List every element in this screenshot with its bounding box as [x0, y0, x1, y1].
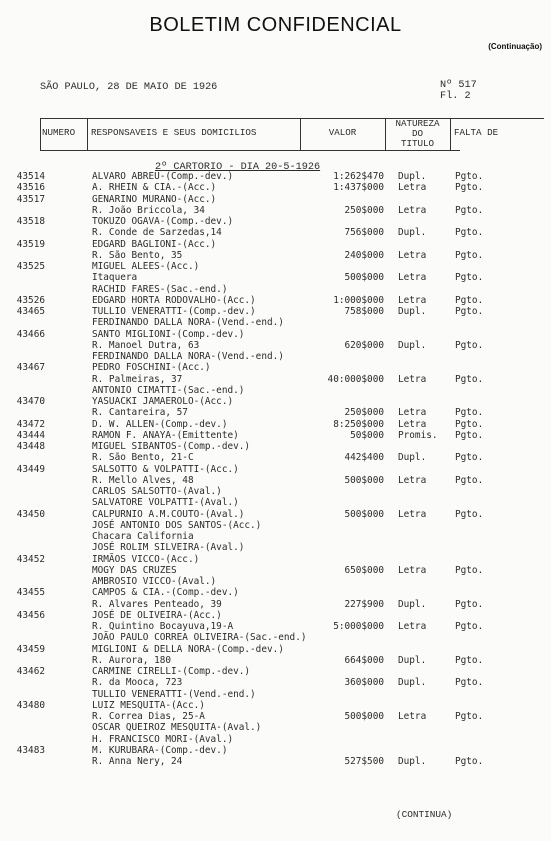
- record-value: 50$000: [350, 429, 384, 441]
- record-title-type: Letra: [398, 182, 427, 194]
- table-row: [0, 521, 551, 531]
- table-row: [0, 735, 551, 745]
- table-row: [0, 701, 551, 711]
- record-value: 500$000: [344, 508, 384, 520]
- record-name: R. Cantareira, 57: [92, 407, 188, 419]
- record-value: 500$000: [344, 474, 384, 486]
- record-number: 43456: [16, 609, 45, 621]
- record-reason: Pgto.: [455, 621, 484, 632]
- record-reason: Pgto.: [455, 598, 484, 610]
- header-bottom-rule: [40, 150, 460, 151]
- record-name: H. FRANCISCO MORI-(Aval.): [92, 733, 234, 745]
- record-value: 227$900: [344, 598, 384, 610]
- record-title-type: Dupl.: [398, 677, 427, 689]
- table-row: [0, 363, 551, 373]
- record-value: 650$000: [344, 564, 384, 576]
- record-reason: Pgto.: [455, 227, 484, 239]
- col-divider: [40, 118, 41, 150]
- record-name: R. Conde de Sarzedas,14: [92, 227, 222, 239]
- record-value: 40:000$000: [327, 373, 384, 385]
- record-name: R. Anna Nery, 24: [92, 756, 183, 767]
- record-reason: Pgto.: [455, 182, 484, 194]
- header-top-rule: [40, 118, 544, 119]
- table-row: [0, 465, 551, 475]
- record-value: 5:000$000: [333, 621, 384, 632]
- record-name: MIGLIONI & DELLA NORA-(Comp.-dev.): [92, 643, 284, 655]
- record-name: R. Manoel Dutra, 63: [92, 339, 200, 351]
- record-value: 1:000$000: [333, 294, 384, 306]
- table-row: [0, 498, 551, 508]
- record-number: 43518: [16, 216, 45, 227]
- record-value: 360$000: [344, 677, 384, 689]
- header-natureza-3: TITULO: [400, 138, 435, 149]
- table-row: [0, 690, 551, 700]
- record-value: 240$000: [344, 249, 384, 261]
- table-row: [0, 386, 551, 396]
- table-row: [0, 442, 551, 452]
- record-name: IRMÃOS VICCO-(Acc.): [92, 553, 200, 565]
- record-name: Itaquera: [92, 272, 138, 284]
- table-row: [0, 217, 551, 227]
- record-number: 43483: [16, 744, 45, 756]
- table-row: [0, 678, 551, 688]
- record-name: EDGARD HORTA RODOVALHO-(Acc.): [92, 294, 256, 306]
- record-reason: Pgto.: [455, 474, 484, 486]
- record-name: FERDINANDO DALLA NORA-(Vend.-end.): [92, 317, 284, 329]
- record-name: R. Quintino Bocayuva,19-A: [92, 621, 234, 632]
- table-row: [0, 262, 551, 272]
- record-title-type: Letra: [398, 204, 427, 216]
- record-name: MOGY DAS CRUZES: [92, 564, 177, 576]
- record-value: 756$000: [344, 227, 384, 239]
- record-reason: Pgto.: [455, 508, 484, 520]
- page-title: BOLETIM CONFIDENCIAL: [149, 14, 402, 36]
- record-name: JOSÉ DE OLIVEIRA-(Acc.): [92, 609, 222, 621]
- table-row: [0, 307, 551, 317]
- report-number: [440, 80, 477, 102]
- record-number: 43459: [16, 643, 45, 655]
- record-number: 43519: [16, 238, 45, 250]
- record-title-type: Dupl.: [398, 171, 427, 182]
- record-reason: Pgto.: [455, 249, 484, 261]
- record-name: EDGARD BAGLIONI-(Acc.): [92, 238, 217, 250]
- record-name: ALVARO ABREU-(Comp.-dev.): [92, 171, 234, 182]
- record-name: R. da Mooca, 723: [92, 677, 183, 689]
- record-reason: Pgto.: [455, 654, 484, 666]
- record-title-type: Letra: [398, 294, 427, 306]
- record-title-type: Dupl.: [398, 452, 427, 464]
- record-name: SANTO MIGLIONI-(Comp.-dev.): [92, 328, 245, 340]
- record-reason: Pgto.: [455, 272, 484, 284]
- table-row: [0, 487, 551, 497]
- record-value: 758$000: [344, 306, 384, 317]
- continuation-label: (Continuação): [488, 42, 542, 51]
- record-reason: Pgto.: [455, 711, 484, 722]
- record-name: SALSOTTO & VOLPATTI-(Acc.): [92, 463, 239, 475]
- table-row: [0, 453, 551, 463]
- record-reason: Pgto.: [455, 204, 484, 216]
- record-number: 43470: [16, 396, 45, 407]
- continua-label: (CONTINUA): [396, 809, 453, 820]
- record-number: 43472: [16, 418, 45, 430]
- record-value: 8:250$000: [333, 418, 384, 430]
- record-number: 43452: [16, 553, 45, 565]
- table-row: [0, 566, 551, 576]
- record-number: 43516: [16, 182, 45, 194]
- header-natureza-1: NATUREZA: [395, 118, 440, 129]
- table-row: [0, 330, 551, 340]
- record-name: RAMON F. ANAYA-(Emittente): [92, 429, 239, 441]
- record-name: R. João Briccola, 34: [92, 204, 205, 216]
- record-title-type: Letra: [398, 373, 427, 385]
- record-value: 250$000: [344, 407, 384, 419]
- record-title-type: Letra: [398, 508, 427, 520]
- record-name: CALPURNIO A.M.COUTO-(Aval.): [92, 508, 245, 520]
- table-row: [0, 633, 551, 643]
- record-title-type: Dupl.: [398, 654, 427, 666]
- record-name: ANTONIO CIMATTI-(Sac.-end.): [92, 384, 245, 396]
- record-number: 43517: [16, 193, 45, 205]
- bulletin-number: Nº 517: [440, 80, 477, 91]
- table-row: [0, 431, 551, 441]
- table-row: [0, 656, 551, 666]
- table-row: [0, 532, 551, 542]
- table-row: [0, 296, 551, 306]
- table-row: [0, 375, 551, 385]
- record-title-type: Letra: [398, 407, 427, 419]
- header-falta: FALTA DE: [454, 127, 499, 138]
- table-row: [0, 588, 551, 598]
- table-row: [0, 757, 551, 767]
- table-row: [0, 318, 551, 328]
- record-title-type: Dupl.: [398, 306, 427, 317]
- record-name: PEDRO FOSCHINI-(Acc.): [92, 362, 211, 374]
- record-number: 43526: [16, 294, 45, 306]
- table-row: [0, 510, 551, 520]
- record-name: R. Alvares Penteado, 39: [92, 598, 222, 610]
- table-row: [0, 408, 551, 418]
- record-name: A. RHEIN & CIA.-(Acc.): [92, 182, 217, 194]
- record-name: R. Correa Dias, 25-A: [92, 711, 205, 722]
- record-name: CAMPOS & CIA.-(Comp.-dev.): [92, 587, 239, 599]
- record-title-type: Letra: [398, 621, 427, 632]
- record-number: 43455: [16, 587, 45, 599]
- table-row: [0, 285, 551, 295]
- table-row: [0, 712, 551, 722]
- record-name: MIGUEL ALEES-(Acc.): [92, 261, 200, 272]
- record-name: D. W. ALLEN-(Comp.-dev.): [92, 418, 228, 430]
- header-valor: VALOR: [328, 127, 357, 138]
- record-name: JOSÉ ANTONIO DOS SANTOS-(Acc.): [92, 519, 262, 531]
- record-name: JOÃO PAULO CORREA OLIVEIRA-(Sac.-end.): [92, 632, 307, 644]
- record-value: 500$000: [344, 711, 384, 722]
- record-title-type: Letra: [398, 564, 427, 576]
- table-row: [0, 611, 551, 621]
- record-number: 43525: [16, 261, 45, 272]
- record-title-type: Letra: [398, 272, 427, 284]
- table-row: [0, 397, 551, 407]
- record-reason: Pgto.: [455, 452, 484, 464]
- record-name: RACHID FARES-(Sac.-end.): [92, 283, 228, 295]
- table-row: [0, 667, 551, 677]
- record-title-type: Dupl.: [398, 339, 427, 351]
- header-responsaveis: RESPONSAVEIS E SEUS DOMICILIOS: [91, 127, 257, 138]
- col-divider: [450, 118, 451, 150]
- record-title-type: Dupl.: [398, 598, 427, 610]
- record-name: AMBROSIO VICCO-(Aval.): [92, 576, 217, 587]
- record-reason: Pgto.: [455, 373, 484, 385]
- record-number: 43448: [16, 441, 45, 452]
- record-number: 43480: [16, 699, 45, 711]
- record-name: LUIZ MESQUITA-(Acc.): [92, 699, 205, 711]
- table-row: [0, 622, 551, 632]
- table-row: [0, 746, 551, 756]
- table-row: [0, 420, 551, 430]
- folio-number: Fl. 2: [440, 91, 471, 102]
- record-number: 43466: [16, 328, 45, 340]
- record-reason: Pgto.: [455, 171, 484, 182]
- table-row: [0, 228, 551, 238]
- header-natureza-2: DO: [411, 128, 424, 139]
- report-date: SÃO PAULO, 28 DE MAIO DE 1926: [40, 82, 218, 93]
- record-name: OSCAR QUEIROZ MESQUITA-(Aval.): [92, 722, 262, 734]
- record-name: YASUACKI JAMAEROLO-(Acc.): [92, 396, 234, 407]
- record-name: R. Aurora, 180: [92, 654, 172, 666]
- record-value: 620$000: [344, 339, 384, 351]
- record-name: GENARINO MURANO-(Acc.): [92, 193, 217, 205]
- record-name: TULLIO VENERATTI-(Comp.-dev.): [92, 306, 256, 317]
- record-number: 43462: [16, 666, 45, 677]
- record-title-type: Letra: [398, 249, 427, 261]
- record-reason: Pgto.: [455, 429, 484, 441]
- record-number: 43449: [16, 463, 45, 475]
- record-value: 1:262$470: [333, 171, 384, 182]
- record-name: R. São Bento, 21-C: [92, 452, 194, 464]
- record-reason: Pgto.: [455, 677, 484, 689]
- table-row: [0, 600, 551, 610]
- table-row: [0, 251, 551, 261]
- record-number: 43450: [16, 508, 45, 520]
- record-reason: Pgto.: [455, 418, 484, 430]
- record-reason: Pgto.: [455, 564, 484, 576]
- section-heading: 2º CARTORIO - DIA 20-5-1926: [155, 162, 321, 173]
- table-row: [0, 543, 551, 553]
- table-row: [0, 476, 551, 486]
- record-value: 442$400: [344, 452, 384, 464]
- record-reason: Pgto.: [455, 306, 484, 317]
- record-value: 250$000: [344, 204, 384, 216]
- record-name: M. KURUBARA-(Comp.-dev.): [92, 744, 228, 756]
- record-name: TOKUZO OGAVA-(Comp.-dev.): [92, 216, 234, 227]
- record-value: 500$000: [344, 272, 384, 284]
- record-title-type: Letra: [398, 418, 427, 430]
- record-number: 43444: [16, 429, 45, 441]
- table-row: [0, 273, 551, 283]
- table-row: [0, 723, 551, 733]
- record-number: 43465: [16, 306, 45, 317]
- record-value: 1:437$000: [333, 182, 384, 194]
- record-reason: Pgto.: [455, 756, 484, 767]
- record-name: MIGUEL SIBANTOS-(Comp.-dev.): [92, 441, 251, 452]
- record-value: 664$000: [344, 654, 384, 666]
- record-title-type: Dupl.: [398, 756, 427, 767]
- record-name: JOSÉ ROLIM SILVEIRA-(Aval.): [92, 542, 245, 554]
- table-row: [0, 341, 551, 351]
- record-name: Chacara California: [92, 531, 194, 542]
- record-title-type: Dupl.: [398, 227, 427, 239]
- record-title-type: Letra: [398, 474, 427, 486]
- record-name: CARLOS SALSOTTO-(Aval.): [92, 486, 222, 497]
- record-name: SALVATORE VOLPATTI-(Aval.): [92, 497, 239, 509]
- table-row: [0, 172, 551, 182]
- record-name: CARMINE CIRELLI-(Comp.-dev.): [92, 666, 251, 677]
- table-row: [0, 183, 551, 193]
- table-row: [0, 195, 551, 205]
- record-reason: Pgto.: [455, 339, 484, 351]
- table-row: [0, 352, 551, 362]
- record-number: 43514: [16, 171, 45, 182]
- record-name: FERDINANDO DALLA NORA-(Vend.-end.): [92, 351, 284, 362]
- record-name: R. São Bento, 35: [92, 249, 183, 261]
- record-reason: Pgto.: [455, 407, 484, 419]
- table-row: [0, 240, 551, 250]
- table-row: [0, 555, 551, 565]
- record-number: 43467: [16, 362, 45, 374]
- table-row: [0, 206, 551, 216]
- record-name: R. Palmeiras, 37: [92, 373, 183, 385]
- record-name: TULLIO VENERATTI-(Vend.-end.): [92, 688, 256, 700]
- table-row: [0, 577, 551, 587]
- header-numero: NUMERO: [42, 127, 76, 138]
- record-name: R. Mello Alves, 48: [92, 474, 194, 486]
- record-title-type: Letra: [398, 711, 427, 722]
- table-row: [0, 645, 551, 655]
- record-title-type: Promis.: [398, 429, 438, 441]
- col-divider: [87, 118, 88, 150]
- record-reason: Pgto.: [455, 294, 484, 306]
- record-value: 527$500: [344, 756, 384, 767]
